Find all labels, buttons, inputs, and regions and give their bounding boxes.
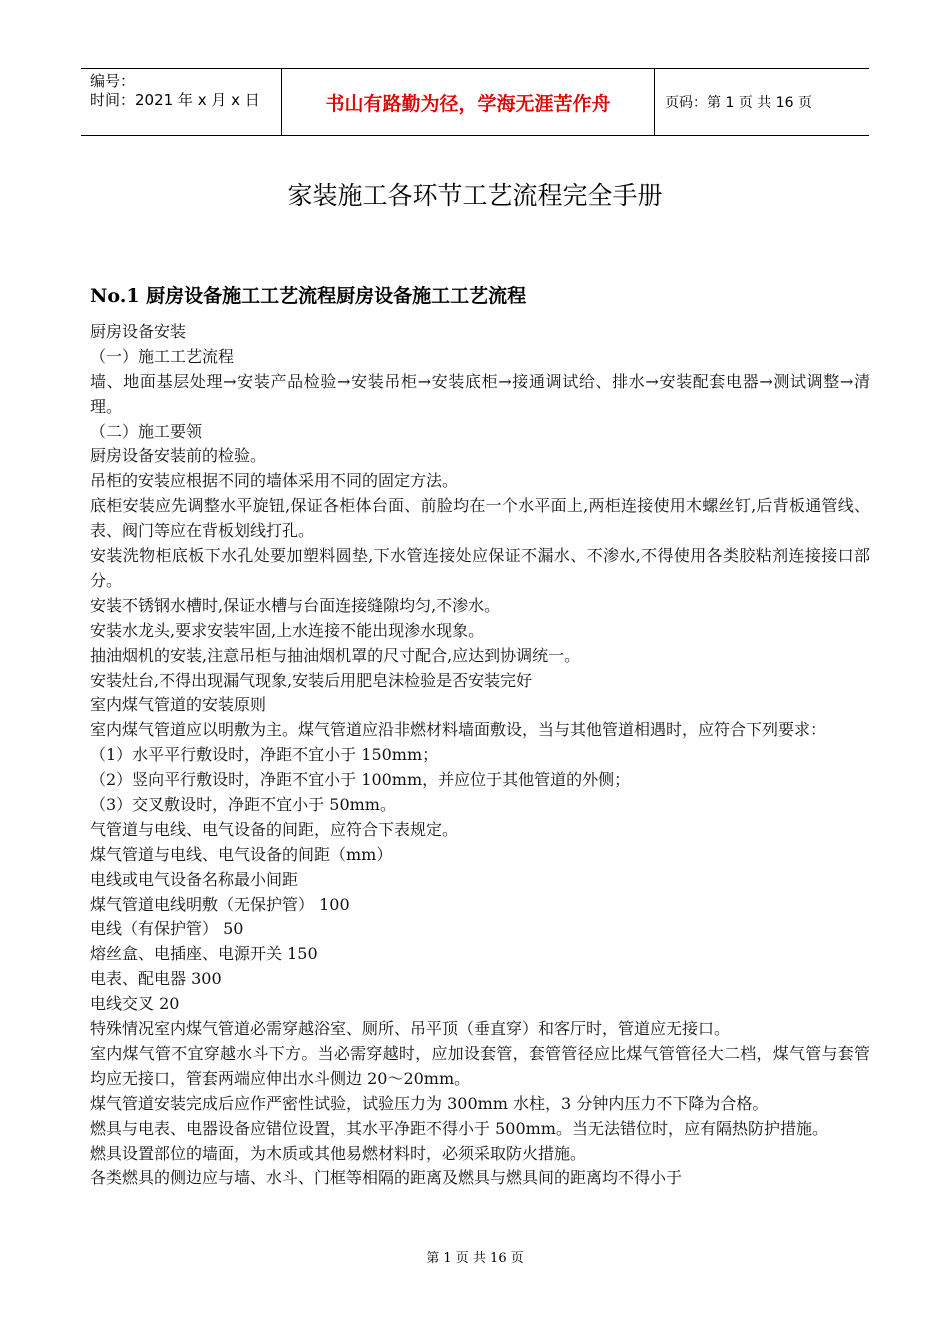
page-header xyxy=(81,68,869,136)
table-row: 电表、配电器 300 xyxy=(90,969,222,989)
table-row: 电线或电气设备名称最小间距 xyxy=(90,869,299,889)
table-row: 电线交叉 20 xyxy=(90,994,180,1014)
paragraph: 室内煤气管道应以明敷为主。煤气管道应沿非燃材料墙面敷设，当与其他管道相遇时，应符合下列要求： xyxy=(90,720,827,740)
paragraph: 吊柜的安装应根据不同的墙体采用不同的固定方法。 xyxy=(90,471,459,491)
paragraph: 抽油烟机的安装,注意吊柜与抽油烟机罩的尺寸配合,应达到协调统一。 xyxy=(90,645,581,665)
table-row: 煤气管道电线明敷（无保护管） 100 xyxy=(90,894,350,914)
header-meta xyxy=(81,69,281,135)
paragraph: 燃具设置部位的墙面，为木质或其他易燃材料时，必须采取防火措施。 xyxy=(90,1143,587,1163)
paragraph: 安装灶台,不得出现漏气现象,安装后用肥皂沫检验是否安装完好 xyxy=(90,670,533,690)
paragraph: （1）水平平行敷设时，净距不宜小于 150mm； xyxy=(90,745,439,765)
paragraph: （二）施工要领 xyxy=(90,421,203,441)
paragraph: 厨房设备安装 xyxy=(90,322,187,341)
paragraph: 安装洗物柜底板下水孔处要加塑料圆垫,下水管连接处应保证不漏水、不渗水,不得使用各类胶粘剂连接接口部分。 xyxy=(90,546,870,590)
table-caption: 煤气管道与电线、电气设备的间距（mm） xyxy=(90,844,393,864)
paragraph: 安装水龙头,要求安装牢固,上水连接不能出现渗水现象。 xyxy=(90,620,485,640)
page-footer: 第 1 页 共 16 页 xyxy=(426,1251,524,1266)
table-row: 电线（有保护管） 50 xyxy=(90,919,244,939)
paragraph: 气管道与电线、电气设备的间距，应符合下表规定。 xyxy=(90,819,459,839)
paragraph: 煤气管道安装完成后应作严密性试验，试验压力为 300mm 水柱，3 分钟内压力不下降为合格。 xyxy=(90,1093,769,1113)
document-number-label: 编号： xyxy=(90,72,136,90)
paragraph: 安装不锈钢水槽时,保证水槽与台面连接缝隙均匀,不渗水。 xyxy=(90,595,501,615)
paragraph: （3）交叉敷设时，净距不宜小于 50mm。 xyxy=(90,795,396,815)
section-heading: No.1 厨房设备施工工艺流程厨房设备施工工艺流程 xyxy=(90,285,527,307)
table-row: 熔丝盒、电插座、电源开关 150 xyxy=(90,944,318,964)
paragraph: 室内煤气管不宜穿越水斗下方。当必需穿越时，应加设套管，套管管径应比煤气管管径大二档，煤气管与套管均应无接口，管套两端应伸出水斗侧边 20～20mm。 xyxy=(90,1043,870,1088)
document-date-label: 时间：2021 年 x 月 x 日 xyxy=(90,91,260,109)
paragraph: （一）施工工艺流程 xyxy=(90,346,235,366)
paragraph: 燃具与电表、电器设备应错位设置，其水平净距不得小于 500mm。当无法错位时，应有隔热防护措施。 xyxy=(90,1118,828,1138)
header-page-info: 页码：第 1 页 共 16 页 xyxy=(665,95,812,111)
header-motto: 书山有路勤为径，学海无涯苦作舟 xyxy=(281,69,655,135)
paragraph: 墙、地面基层处理→安装产品检验→安装吊柜→安装底柜→接通调试给、排水→安装配套电器→测试调整→清理。 xyxy=(90,371,870,416)
paragraph: （2）竖向平行敷设时，净距不宜小于 100mm，并应位于其他管道的外侧； xyxy=(90,770,631,790)
document-title: 家装施工各环节工艺流程完全手册 xyxy=(287,181,663,210)
paragraph: 特殊情况室内煤气管道必需穿越浴室、厕所、吊平顶（垂直穿）和客厅时，管道应无接口。 xyxy=(90,1019,731,1039)
paragraph: 底柜安装应先调整水平旋钮,保证各柜体台面、前脸均在一个水平面上,两柜连接使用木螺丝钉,后背板通管线、表、阀门等应在背板划线打孔。 xyxy=(90,496,870,541)
body-text xyxy=(90,320,870,1191)
paragraph: 厨房设备安装前的检验。 xyxy=(90,446,267,466)
paragraph: 室内煤气管道的安装原则 xyxy=(90,695,267,715)
paragraph: 各类燃具的侧边应与墙、水斗、门框等相隔的距离及燃具与燃具间的距离均不得小于 xyxy=(90,1168,683,1188)
